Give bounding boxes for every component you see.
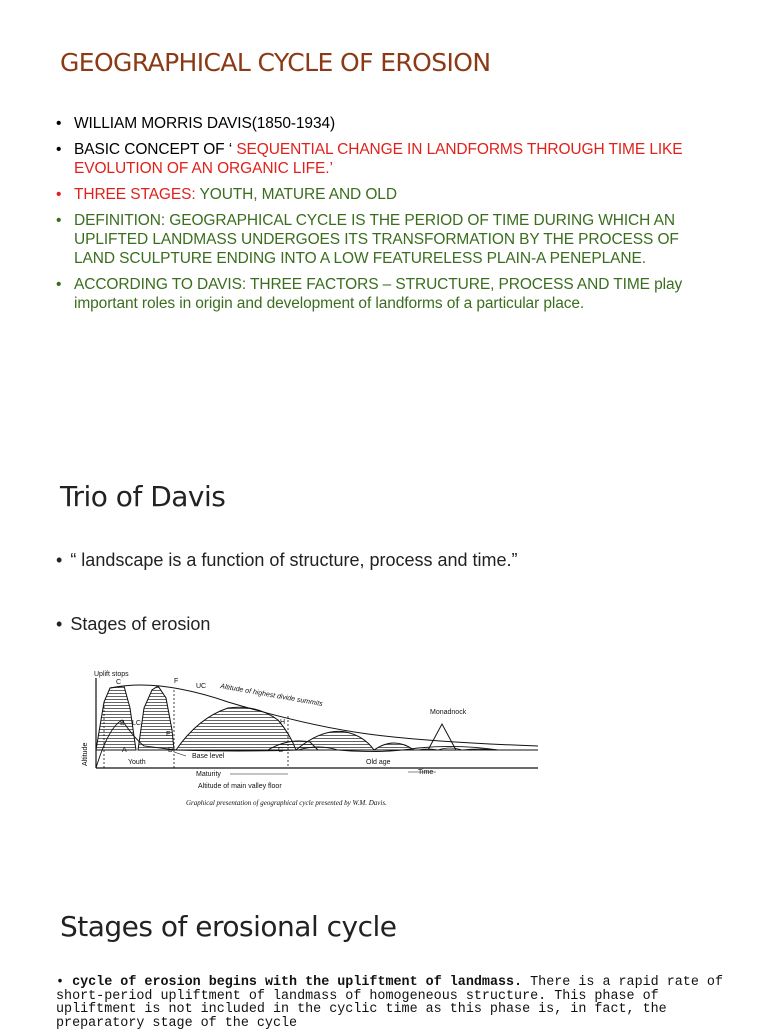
erosion-cycle-diagram	[78, 668, 548, 818]
cycle-lead-text: cycle of erosion begins with the upliftment of landmass.	[72, 975, 523, 990]
slide-trio-of-davis	[0, 448, 768, 848]
bullet-dot: •	[56, 276, 62, 293]
concept-prefix: BASIC CONCEPT OF ‘	[74, 141, 237, 158]
bullet-dot: •	[56, 550, 63, 570]
slide-title: Trio of Davis	[60, 480, 226, 513]
bullet-dot: •	[56, 141, 62, 158]
monadnock-label: Monadnock	[430, 709, 467, 716]
author-text: WILLIAM MORRIS DAVIS(1850-1934)	[74, 115, 336, 132]
stages-text: Stages of erosion	[70, 614, 211, 634]
point-uc-label: UC	[196, 683, 207, 690]
list-item	[56, 211, 716, 268]
bullet-dot: •	[56, 186, 62, 203]
list-item	[56, 185, 716, 204]
base-level-label: Base level	[192, 753, 225, 760]
factors-text: ACCORDING TO DAVIS: THREE FACTORS – STRUCTURE, PROCESS AND TIME play important roles in origin and development of landforms of a particular place.	[74, 276, 683, 312]
point-e-label: E	[166, 731, 171, 738]
cycle-description-bullet	[56, 976, 726, 1030]
list-item	[56, 140, 716, 178]
stages-text: YOUTH, MATURE AND OLD	[199, 186, 397, 203]
divide-summits-label: Altitude of highest divide summits	[219, 683, 324, 709]
base-level-pointer	[174, 752, 186, 756]
valley-floor-label: Altitude of main valley floor	[198, 783, 282, 790]
diagram-caption: Graphical presentation of geographical cycle presented by W.M. Davis.	[186, 799, 387, 807]
slide-cycle-of-erosion	[0, 0, 768, 440]
list-item	[56, 275, 716, 313]
maturity-relief	[176, 707, 296, 750]
definition-text: DEFINITION: GEOGRAPHICAL CYCLE IS THE PERIOD OF TIME DURING WHICH AN UPLIFTED LANDMASS UNDERGOES ITS TRANSFORMATION BY THE PROCESS OF LAND SCULPTURE ENDING INTO A LOW FEATURELESS PLAIN-A PENEPLANE.	[74, 212, 679, 267]
youth-label: Youth	[128, 759, 146, 766]
bullet-dot: •	[56, 614, 63, 634]
point-c-label: C	[116, 679, 122, 686]
point-lc-label: LC	[132, 720, 141, 727]
point-g-label: G	[278, 747, 284, 754]
maturity-label: Maturity	[196, 771, 221, 778]
quote-bullet	[56, 550, 518, 571]
late-maturity-relief	[296, 731, 374, 750]
bullet-dot: •	[56, 115, 62, 132]
bullet-list	[56, 114, 716, 320]
bullet-dot: •	[56, 212, 62, 229]
list-item	[56, 114, 716, 133]
point-b-label: B	[120, 720, 125, 727]
time-label: Time	[418, 769, 434, 776]
cycle-body-text: There is a rapid rate of short-period upliftment of landmass of homogeneous structure. This phase of upliftment is not included in the cyclic time as this phase is, in fact, the preparatory stage of the cycle	[56, 975, 723, 1031]
point-d-label: D	[168, 747, 174, 754]
stages-bullet	[56, 614, 210, 635]
point-f-label: F	[174, 678, 179, 685]
concept-highlight: SEQUENTIAL CHANGE IN LANDFORMS THROUGH TIME LIKE EVOLUTION OF AN ORGANIC LIFE.’	[74, 141, 683, 177]
old-age-label: Old age	[366, 759, 391, 766]
stages-prefix: THREE STAGES:	[74, 186, 200, 203]
youth-relief	[96, 686, 136, 750]
slide-title: Stages of erosional cycle	[60, 910, 397, 943]
youth-relief-2	[138, 686, 174, 750]
bullet-dot: •	[56, 975, 65, 990]
point-h-label: H	[280, 719, 286, 726]
point-a-label: A	[122, 747, 127, 754]
uplift-stops-label: Uplift stops	[94, 671, 129, 678]
quote-text: “ landscape is a function of structure, process and time.”	[70, 550, 518, 570]
slide-title: GEOGRAPHICAL CYCLE OF EROSION	[60, 48, 491, 77]
y-axis-label: Altitude	[82, 742, 89, 766]
